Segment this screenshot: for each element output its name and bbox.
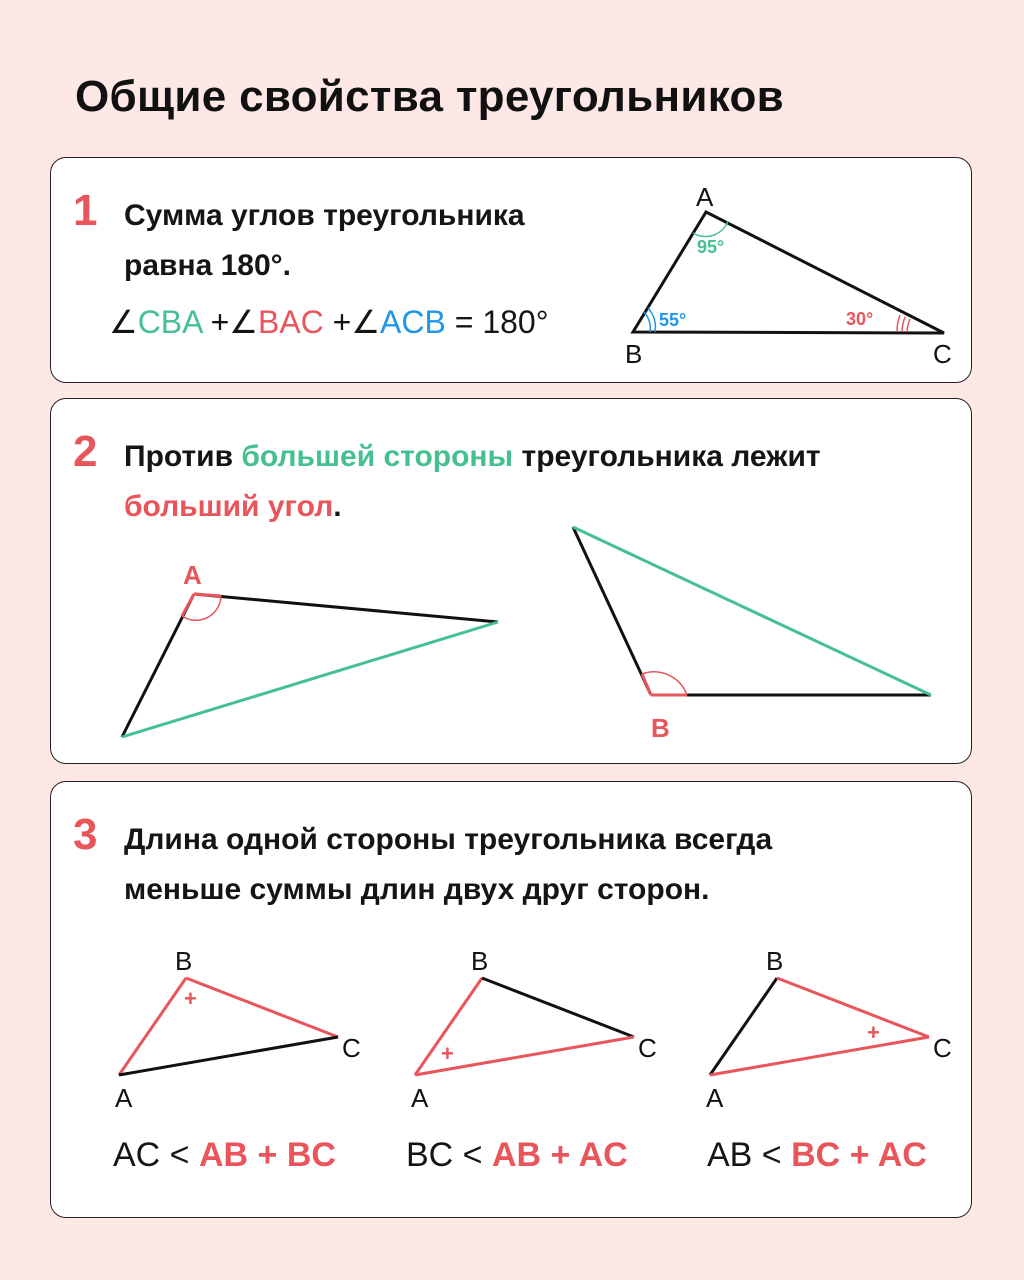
side-angle-diagrams bbox=[51, 399, 973, 765]
inequality-ac bbox=[113, 1136, 336, 1175]
largest-side bbox=[122, 622, 498, 737]
vertex-label-a: A bbox=[706, 1083, 724, 1113]
vertex-label-b: B bbox=[625, 339, 643, 369]
angle-sign: ∠ bbox=[351, 304, 381, 340]
vertex-label-c: C bbox=[638, 1033, 657, 1063]
angle-sign: ∠ bbox=[109, 304, 138, 340]
vertex-label-b: B bbox=[651, 713, 670, 743]
plus-mark: + bbox=[867, 1020, 880, 1045]
largest-side bbox=[573, 527, 931, 695]
inequality-lhs: BC < bbox=[406, 1136, 483, 1174]
vertex-label-c: C bbox=[933, 339, 952, 369]
vertex-label-a: A bbox=[696, 182, 714, 212]
property-card-side-angle bbox=[50, 398, 972, 764]
vertex-label-a: A bbox=[411, 1083, 429, 1113]
text-plain: треугольника лежит bbox=[513, 440, 821, 473]
vertex-label-b: B bbox=[175, 946, 193, 976]
inequality-rhs: BC + AC bbox=[791, 1136, 927, 1174]
triangle-side-ab bbox=[710, 978, 777, 1075]
angle-marker-b bbox=[642, 674, 651, 695]
angle-cba: CBA bbox=[137, 304, 202, 340]
page-title: Общие свойства треугольников bbox=[75, 72, 785, 121]
property-card-triangle-inequality bbox=[50, 781, 972, 1218]
inequality-lhs: AB < bbox=[707, 1136, 782, 1174]
angle-arc-c bbox=[897, 315, 900, 332]
property-card-angle-sum bbox=[50, 157, 972, 383]
vertex-label-a: A bbox=[115, 1083, 133, 1113]
plus-mark: + bbox=[441, 1041, 454, 1066]
property-text-line1: Длина одной стороны треугольника всегда bbox=[124, 823, 773, 856]
vertex-label-c: C bbox=[933, 1033, 952, 1063]
text-plain: . bbox=[333, 490, 342, 523]
inequality-rhs: AB + AC bbox=[492, 1136, 628, 1174]
plus-mark: + bbox=[184, 986, 197, 1011]
inequality-rhs: AB + BC bbox=[199, 1136, 336, 1174]
angle-marker-a bbox=[194, 594, 221, 596]
equals-180: = 180° bbox=[454, 304, 549, 340]
vertex-label-a: A bbox=[183, 560, 202, 590]
triangle-side-bc bbox=[777, 978, 929, 1037]
triangle-side-ac bbox=[119, 1037, 338, 1075]
triangle-side-bc bbox=[186, 978, 338, 1037]
property-text-line2: меньше суммы длин двух друг сторон. bbox=[124, 873, 710, 906]
angle-bac: BAC bbox=[257, 304, 324, 340]
triangle-abc-diagram bbox=[51, 158, 973, 384]
angle-acb: ACB bbox=[380, 304, 446, 340]
triangle-side bbox=[573, 527, 651, 695]
plus-sign: + bbox=[332, 304, 352, 340]
plus-sign: + bbox=[210, 304, 230, 340]
angle-sign: ∠ bbox=[229, 304, 258, 340]
angle-arc-c bbox=[902, 317, 905, 332]
property-number: 3 bbox=[73, 810, 98, 859]
inequality-ab bbox=[707, 1136, 927, 1175]
angle-arc-c bbox=[907, 319, 910, 332]
property-number: 2 bbox=[73, 427, 98, 476]
text-larger-side: большей стороны bbox=[241, 440, 514, 473]
text-plain: Против bbox=[124, 440, 242, 473]
text-larger-angle: больший угол bbox=[124, 490, 334, 523]
angle-value-a: 95° bbox=[697, 237, 725, 257]
vertex-label-c: C bbox=[342, 1033, 361, 1063]
angle-value-c: 30° bbox=[846, 309, 874, 329]
angle-marker-a bbox=[182, 594, 194, 616]
angle-value-b: 55° bbox=[659, 310, 687, 330]
property-text-line2: равна 180°. bbox=[124, 249, 291, 282]
vertex-label-b: B bbox=[766, 946, 784, 976]
inequality-bc bbox=[406, 1136, 628, 1175]
inequality-lhs: AC < bbox=[113, 1136, 190, 1174]
triangle-side-ac bbox=[710, 1037, 929, 1075]
triangle-side-bc bbox=[482, 978, 634, 1037]
property-number: 1 bbox=[73, 186, 98, 235]
vertex-label-b: B bbox=[471, 946, 489, 976]
property-text-line1: Сумма углов треугольника bbox=[124, 199, 525, 232]
triangle-side-ab bbox=[119, 978, 186, 1075]
triangle-side bbox=[194, 594, 498, 622]
